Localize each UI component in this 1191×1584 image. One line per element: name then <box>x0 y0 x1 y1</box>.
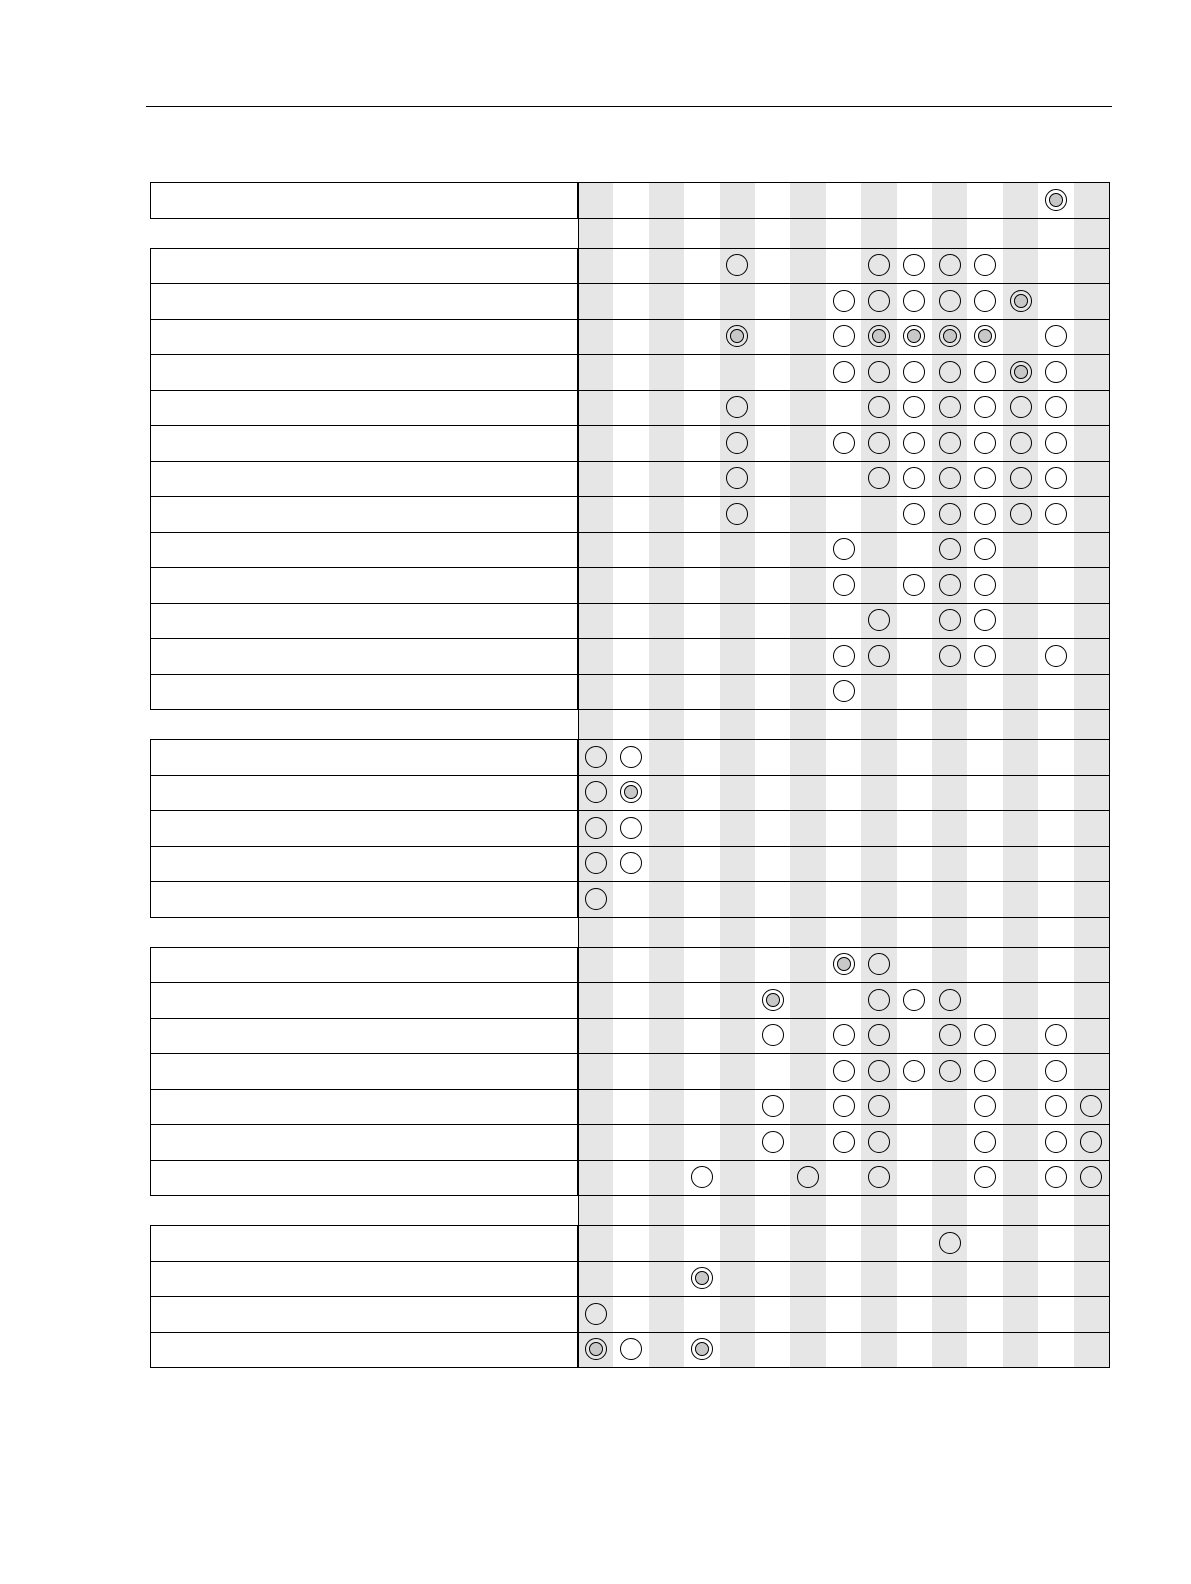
circle-mark <box>868 1024 890 1046</box>
row-label <box>150 182 578 219</box>
circle-mark <box>903 290 925 312</box>
circle-mark <box>868 1095 890 1117</box>
circle-mark <box>974 1060 996 1082</box>
circle-mark <box>833 1024 855 1046</box>
row-label <box>150 603 578 639</box>
circle-mark <box>868 432 890 454</box>
circle-mark <box>762 1131 784 1153</box>
circle-mark <box>939 467 961 489</box>
grid-rule <box>578 982 1109 983</box>
circle-mark <box>1010 503 1032 525</box>
circle-mark <box>762 1095 784 1117</box>
circle-mark <box>585 888 607 910</box>
double-circle-mark <box>762 989 784 1011</box>
grid-rule <box>578 917 1109 918</box>
circle-mark <box>939 396 961 418</box>
grid-rule <box>578 674 1109 675</box>
circle-mark <box>585 746 607 768</box>
row-label <box>150 319 578 355</box>
circle-mark <box>903 361 925 383</box>
circle-mark <box>974 432 996 454</box>
row-label <box>150 775 578 811</box>
circle-mark <box>1045 1131 1067 1153</box>
circle-mark <box>939 290 961 312</box>
circle-mark <box>1045 645 1067 667</box>
circle-mark <box>939 989 961 1011</box>
circle-mark <box>868 396 890 418</box>
grid-rule <box>578 775 1109 776</box>
row-label <box>150 1124 578 1161</box>
row-label <box>150 496 578 533</box>
circle-mark <box>903 574 925 596</box>
circle-mark <box>1045 1095 1067 1117</box>
circle-mark <box>903 254 925 276</box>
double-circle-mark <box>691 1267 713 1289</box>
circle-mark <box>833 645 855 667</box>
circle-mark <box>903 396 925 418</box>
grid-rule <box>578 1225 1109 1226</box>
grid-rule <box>578 248 1109 249</box>
circle-mark <box>868 1060 890 1082</box>
circle-mark <box>833 361 855 383</box>
grid-rule <box>578 1160 1109 1161</box>
row-label <box>150 532 578 568</box>
circle-mark <box>903 467 925 489</box>
grid-rule <box>578 319 1109 320</box>
grid-rule <box>578 354 1109 355</box>
circle-mark <box>1045 1024 1067 1046</box>
row-label <box>150 982 578 1019</box>
row-label <box>150 947 578 983</box>
group-heading <box>150 917 578 947</box>
row-label <box>150 846 578 882</box>
grid-rule <box>578 182 1109 183</box>
circle-mark <box>833 680 855 702</box>
double-circle-mark <box>974 325 996 347</box>
row-label <box>150 810 578 847</box>
circle-mark <box>1045 503 1067 525</box>
circle-mark <box>939 361 961 383</box>
circle-mark <box>939 574 961 596</box>
grid-rule <box>578 603 1109 604</box>
grid-rule <box>578 638 1109 639</box>
circle-mark <box>939 1232 961 1254</box>
grid-rule <box>578 496 1109 497</box>
circle-mark <box>1010 396 1032 418</box>
circle-mark <box>974 609 996 631</box>
circle-mark <box>903 432 925 454</box>
circle-mark <box>620 817 642 839</box>
row-label <box>150 1053 578 1090</box>
grid-rule <box>578 532 1109 533</box>
circle-mark <box>833 432 855 454</box>
row-label <box>150 283 578 320</box>
circle-mark <box>939 538 961 560</box>
circle-mark <box>974 503 996 525</box>
circle-mark <box>833 325 855 347</box>
circle-mark <box>868 989 890 1011</box>
circle-mark <box>974 254 996 276</box>
circle-mark <box>939 503 961 525</box>
circle-mark <box>939 254 961 276</box>
circle-mark <box>974 1095 996 1117</box>
circle-mark <box>1045 467 1067 489</box>
circle-mark <box>903 503 925 525</box>
grid-rule <box>578 283 1109 284</box>
row-label <box>150 1332 578 1368</box>
double-circle-mark <box>903 325 925 347</box>
circle-mark <box>762 1024 784 1046</box>
double-circle-mark <box>939 325 961 347</box>
circle-mark <box>833 290 855 312</box>
row-label <box>150 674 578 710</box>
circle-mark <box>1045 361 1067 383</box>
circle-mark <box>974 1131 996 1153</box>
circle-mark <box>974 1024 996 1046</box>
row-label <box>150 1160 578 1196</box>
circle-mark <box>1045 1166 1067 1188</box>
double-circle-mark <box>1045 189 1067 211</box>
circle-mark <box>974 290 996 312</box>
circle-mark <box>974 574 996 596</box>
grid-rule <box>578 947 1109 948</box>
circle-mark <box>620 852 642 874</box>
row-label <box>150 425 578 462</box>
circle-mark <box>868 467 890 489</box>
row-label <box>150 739 578 776</box>
circle-mark <box>833 574 855 596</box>
grid-rule <box>578 881 1109 882</box>
circle-mark <box>939 1060 961 1082</box>
grid-rule <box>578 709 1109 710</box>
double-circle-mark <box>1010 361 1032 383</box>
circle-mark <box>974 361 996 383</box>
circle-mark <box>833 1095 855 1117</box>
circle-mark <box>833 1060 855 1082</box>
circle-mark <box>939 609 961 631</box>
circle-mark <box>868 953 890 975</box>
double-circle-mark <box>868 325 890 347</box>
circle-mark <box>939 1024 961 1046</box>
circle-mark <box>726 503 748 525</box>
circle-mark <box>1080 1131 1102 1153</box>
grid-rule <box>578 810 1109 811</box>
circle-mark <box>1045 325 1067 347</box>
circle-mark <box>620 746 642 768</box>
row-label <box>150 881 578 918</box>
grid-rule <box>578 1195 1109 1196</box>
grid-rule <box>578 1367 1109 1368</box>
grid-rule <box>578 1261 1109 1262</box>
circle-mark <box>974 645 996 667</box>
circle-mark <box>833 1131 855 1153</box>
circle-mark <box>585 781 607 803</box>
circle-mark <box>585 817 607 839</box>
grid-rule <box>578 390 1109 391</box>
row-label <box>150 461 578 497</box>
grid-rule <box>578 1018 1109 1019</box>
grid-rule <box>578 1089 1109 1090</box>
row-label <box>150 1225 578 1262</box>
circle-mark <box>868 1131 890 1153</box>
circle-mark <box>939 645 961 667</box>
row-label <box>150 1261 578 1297</box>
grid-rule <box>578 1332 1109 1333</box>
grid-rule <box>578 846 1109 847</box>
circle-mark <box>1045 432 1067 454</box>
double-circle-mark <box>691 1338 713 1360</box>
grid-rule <box>578 739 1109 740</box>
group-heading <box>150 1195 578 1225</box>
circle-mark <box>974 396 996 418</box>
double-circle-mark <box>1010 290 1032 312</box>
circle-mark <box>868 609 890 631</box>
circle-mark <box>939 432 961 454</box>
grid-rule <box>578 1296 1109 1297</box>
circle-mark <box>974 467 996 489</box>
double-circle-mark <box>833 953 855 975</box>
row-label <box>150 248 578 284</box>
circle-mark <box>868 645 890 667</box>
row-label <box>150 638 578 675</box>
row-label <box>150 354 578 391</box>
circle-mark <box>868 254 890 276</box>
grid-rule <box>578 425 1109 426</box>
circle-mark <box>974 1166 996 1188</box>
grid-rule <box>578 218 1109 219</box>
group-heading <box>150 709 578 739</box>
circle-mark <box>868 290 890 312</box>
circle-mark <box>833 538 855 560</box>
row-label <box>150 1018 578 1054</box>
circle-mark <box>726 432 748 454</box>
grid-rule <box>578 1053 1109 1054</box>
circle-mark <box>1045 1060 1067 1082</box>
circle-mark <box>691 1166 713 1188</box>
row-label <box>150 1296 578 1333</box>
row-label <box>150 1089 578 1125</box>
grid-rule <box>578 567 1109 568</box>
circle-mark <box>585 1303 607 1325</box>
double-circle-mark <box>620 781 642 803</box>
group-heading <box>150 218 578 248</box>
row-label <box>150 390 578 426</box>
circle-mark <box>974 538 996 560</box>
circle-mark <box>903 989 925 1011</box>
circle-mark <box>1045 396 1067 418</box>
double-circle-mark <box>585 1338 607 1360</box>
grid-rule <box>578 1124 1109 1125</box>
grid-rule <box>578 461 1109 462</box>
circle-mark <box>1010 432 1032 454</box>
circle-mark <box>620 1338 642 1360</box>
row-label <box>150 567 578 604</box>
circle-mark <box>868 1166 890 1188</box>
circle-mark <box>868 361 890 383</box>
circle-mark <box>585 852 607 874</box>
circle-mark <box>1010 467 1032 489</box>
circle-mark <box>903 1060 925 1082</box>
